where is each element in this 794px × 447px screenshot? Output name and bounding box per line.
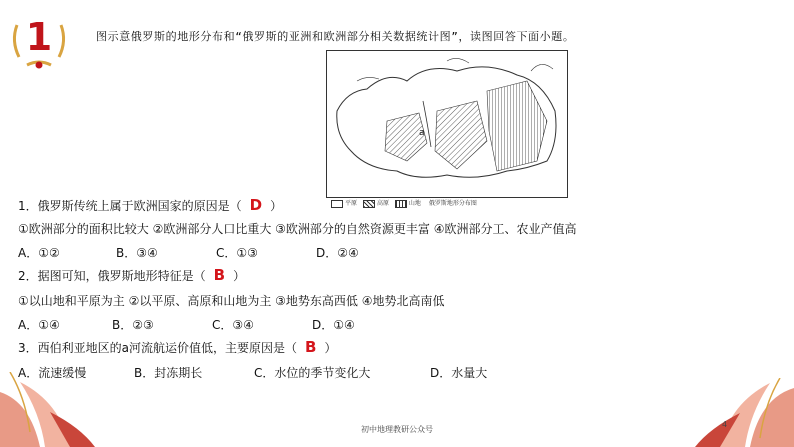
q3-stem [18,338,336,356]
legend-swatch-mountain [395,200,407,208]
russia-terrain-map [326,50,568,198]
intro-text: 图示意俄罗斯的地形分布和“俄罗斯的亚洲和欧洲部分相关数据统计图”，读图回答下面小题。 [96,30,575,43]
legend-map-title: 俄罗斯地形分布图 [428,200,477,207]
flower-decoration-left-icon [0,372,110,447]
q2-option-b[interactable]: B．②③ [112,318,154,332]
map-legend [327,198,587,210]
q2-statements: ①以山地和平原为主 ②以平原、高原和山地为主 ③地势东高西低 ④地势北高南低 [18,294,445,308]
q3-stem-end: ） [324,341,337,355]
q2-option-c[interactable]: C．③④ [212,318,254,332]
q1-option-d[interactable]: D．②④ [316,246,359,260]
q1-stem [18,196,282,214]
q1-option-c[interactable]: C．①③ [216,246,258,260]
legend-plateau: 高原 [376,200,389,207]
badge-number: 1 [25,15,53,59]
q2-answer: B [213,266,226,284]
q1-option-a[interactable]: A．①② [18,246,60,260]
q3-answer: B [305,338,317,356]
page-number: 4 [722,420,728,429]
q1-answer: D [249,196,263,214]
q3-stem-text: 3．西伯利亚地区的a河流航运价值低，主要原因是（ [18,341,297,355]
legend-mountain: 山地 [408,200,421,207]
map-graphic [327,51,567,197]
q2-options [18,316,355,333]
legend-swatch-plateau [363,200,375,208]
footer-source: 初中地理教研公众号 [361,425,433,434]
q2-option-a[interactable]: A．①④ [18,318,60,332]
map-label-a: a [419,128,425,138]
q1-options [18,244,359,261]
question-badge [12,10,66,68]
q1-stem-end: ） [270,199,283,213]
q1-option-b[interactable]: B．③④ [116,246,158,260]
q2-stem [18,266,245,284]
legend-swatch-plain [331,200,343,208]
q1-stem-text: 1．俄罗斯传统上属于欧洲国家的原因是（ [18,199,242,213]
q2-stem-text: 2．据图可知，俄罗斯地形特征是（ [18,269,206,283]
flower-decoration-right-icon [680,378,794,447]
legend-plain: 平原 [345,200,358,207]
q2-stem-end: ） [233,269,246,283]
q3-option-d[interactable]: D．水量大 [430,366,488,380]
q1-statements: ①欧洲部分的面积比较大 ②欧洲部分人口比重大 ③欧洲部分的自然资源更丰富 ④欧洲部分工、农业产值高 [18,222,577,236]
q3-option-c[interactable]: C．水位的季节变化大 [254,366,371,380]
q2-option-d[interactable]: D．①④ [312,318,355,332]
q3-option-a[interactable]: A．流速缓慢 [18,366,87,380]
q3-option-b[interactable]: B．封冻期长 [134,366,203,380]
